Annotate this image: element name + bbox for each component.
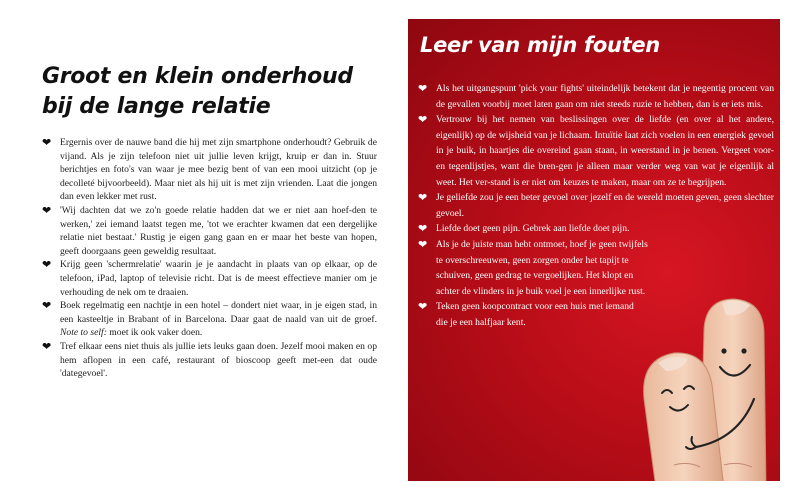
- heart-bullet-icon: ❤: [418, 191, 428, 205]
- list-item-text: 'Wij dachten dat we zo'n goede relatie hadden dat we er niet aan hoef-den te werken,' zei iemand laatst tegen me, 'tot we erachter kwamen dat een dergelijke relatie niet bestaat.' Rustig je eigen gang gaan en er maar het beste van hopen, geeft doorgaans geen geweldig resultaat.: [60, 204, 377, 257]
- list-item-text: Je geliefde zou je een beter gevoel over jezelf en de wereld moeten geven, geen slechter gevoel.: [436, 192, 774, 219]
- list-item: [42, 136, 377, 204]
- list-item-text: Vertrouw bij het nemen van beslissingen over de liefde (en over al het andere, eigenlijk) op de wijsheid van je lichaam. Intuïtie laat zich voelen in een energiek gevoel in je buik, in haartjes die overeind gaan staan, in weerstand in je benen. Vergeet voor- en tegenlijstjes, want die bren-gen je alleen maar verder weg van wat je eigenlijk al weet. Het ver-stand is er niet om keuzes te maken, maar om ze te begrijpen.: [436, 114, 774, 188]
- right-page-title: Leer van mijn fouten: [420, 33, 660, 57]
- right-page-red-panel: [408, 19, 780, 481]
- list-item: [42, 340, 377, 381]
- list-item-text: Ergernis over de nauwe band die hij met zijn smartphone onderhoudt? Gebruik de vijand. Als je zijn telefoon niet uit jullie leven krijgt, kruip er dan in. Stuur berichtjes en foto's van waar je mee bezig bent of van een mooi uitzicht (op je decolleté bijvoorbeeld). Maar niet als hij uit is met zijn vrienden. Laat die jongen dan even lekker met rust.: [60, 137, 377, 203]
- heart-bullet-icon: ❤: [42, 299, 52, 313]
- left-tips-list: [42, 136, 377, 381]
- heart-bullet-icon: ❤: [418, 82, 428, 95]
- note-to-self: Note to self:: [60, 327, 107, 339]
- left-title-line-1: Groot en klein onderhoud: [42, 64, 353, 89]
- hugging-fingers-illustration: [626, 289, 780, 481]
- list-item-text-after: moet ik ook vaker doen.: [106, 327, 203, 339]
- heart-bullet-icon: ❤: [418, 237, 428, 251]
- list-item-text: Krijg geen 'schermrelatie' waarin je je aandacht in plaats van op elkaar, op de telefoon, iPad, laptop of televisie richt. Dat is de meest effectieve manier om je verhouding de nek om te draaien.: [60, 259, 377, 298]
- list-item: [418, 221, 774, 237]
- list-item: [418, 112, 774, 190]
- heart-bullet-icon: ❤: [42, 258, 52, 272]
- list-item-text: Boek regelmatig een nachtje in een hotel – dondert niet waar, in je eigen stad, in een kasteeltje in Brabant of in Barcelona. Daar gaat de naald van uit de groef.: [60, 300, 377, 325]
- list-item: [418, 190, 774, 221]
- list-item: [42, 258, 377, 299]
- list-item: [418, 81, 774, 112]
- heart-bullet-icon: ❤: [42, 339, 52, 353]
- list-item-text: Als het uitgangspunt 'pick your fights' uiteindelijk betekent dat je negentig procent van de gevallen voorbij moet laten gaan om niet steeds ruzie te hebben, dan is er iets mis.: [436, 83, 774, 110]
- list-item-text: Tref elkaar eens niet thuis als jullie iets leuks gaan doen. Jezelf mooi maken en op hem aflopen in een café, restaurant of bioscoop geeft met-een dat oude 'dategevoel'.: [60, 340, 377, 380]
- heart-bullet-icon: ❤: [42, 203, 52, 217]
- heart-bullet-icon: ❤: [418, 222, 428, 236]
- heart-bullet-icon: ❤: [42, 136, 52, 149]
- left-title-line-2: bij de lange relatie: [42, 94, 271, 119]
- list-item: [42, 204, 377, 258]
- list-item-text: Liefde doet geen pijn. Gebrek aan liefde doet pijn.: [436, 223, 630, 235]
- list-item-text: Als je de juiste man hebt ontmoet, hoef je geen twijfels te overschreeuwen, geen zorgen onder het tapijt te schuiven, geen gedrag te vergoelijken. Het klopt en achter de vlinders in je buik voel je een innerlijke rust.: [436, 238, 648, 297]
- left-page-title: [42, 62, 372, 122]
- heart-bullet-icon: ❤: [418, 113, 428, 127]
- heart-bullet-icon: ❤: [418, 300, 428, 314]
- list-item: [42, 299, 377, 340]
- list-item-text: Teken geen koopcontract voor een huis met iemand die je een halfjaar kent.: [436, 301, 634, 328]
